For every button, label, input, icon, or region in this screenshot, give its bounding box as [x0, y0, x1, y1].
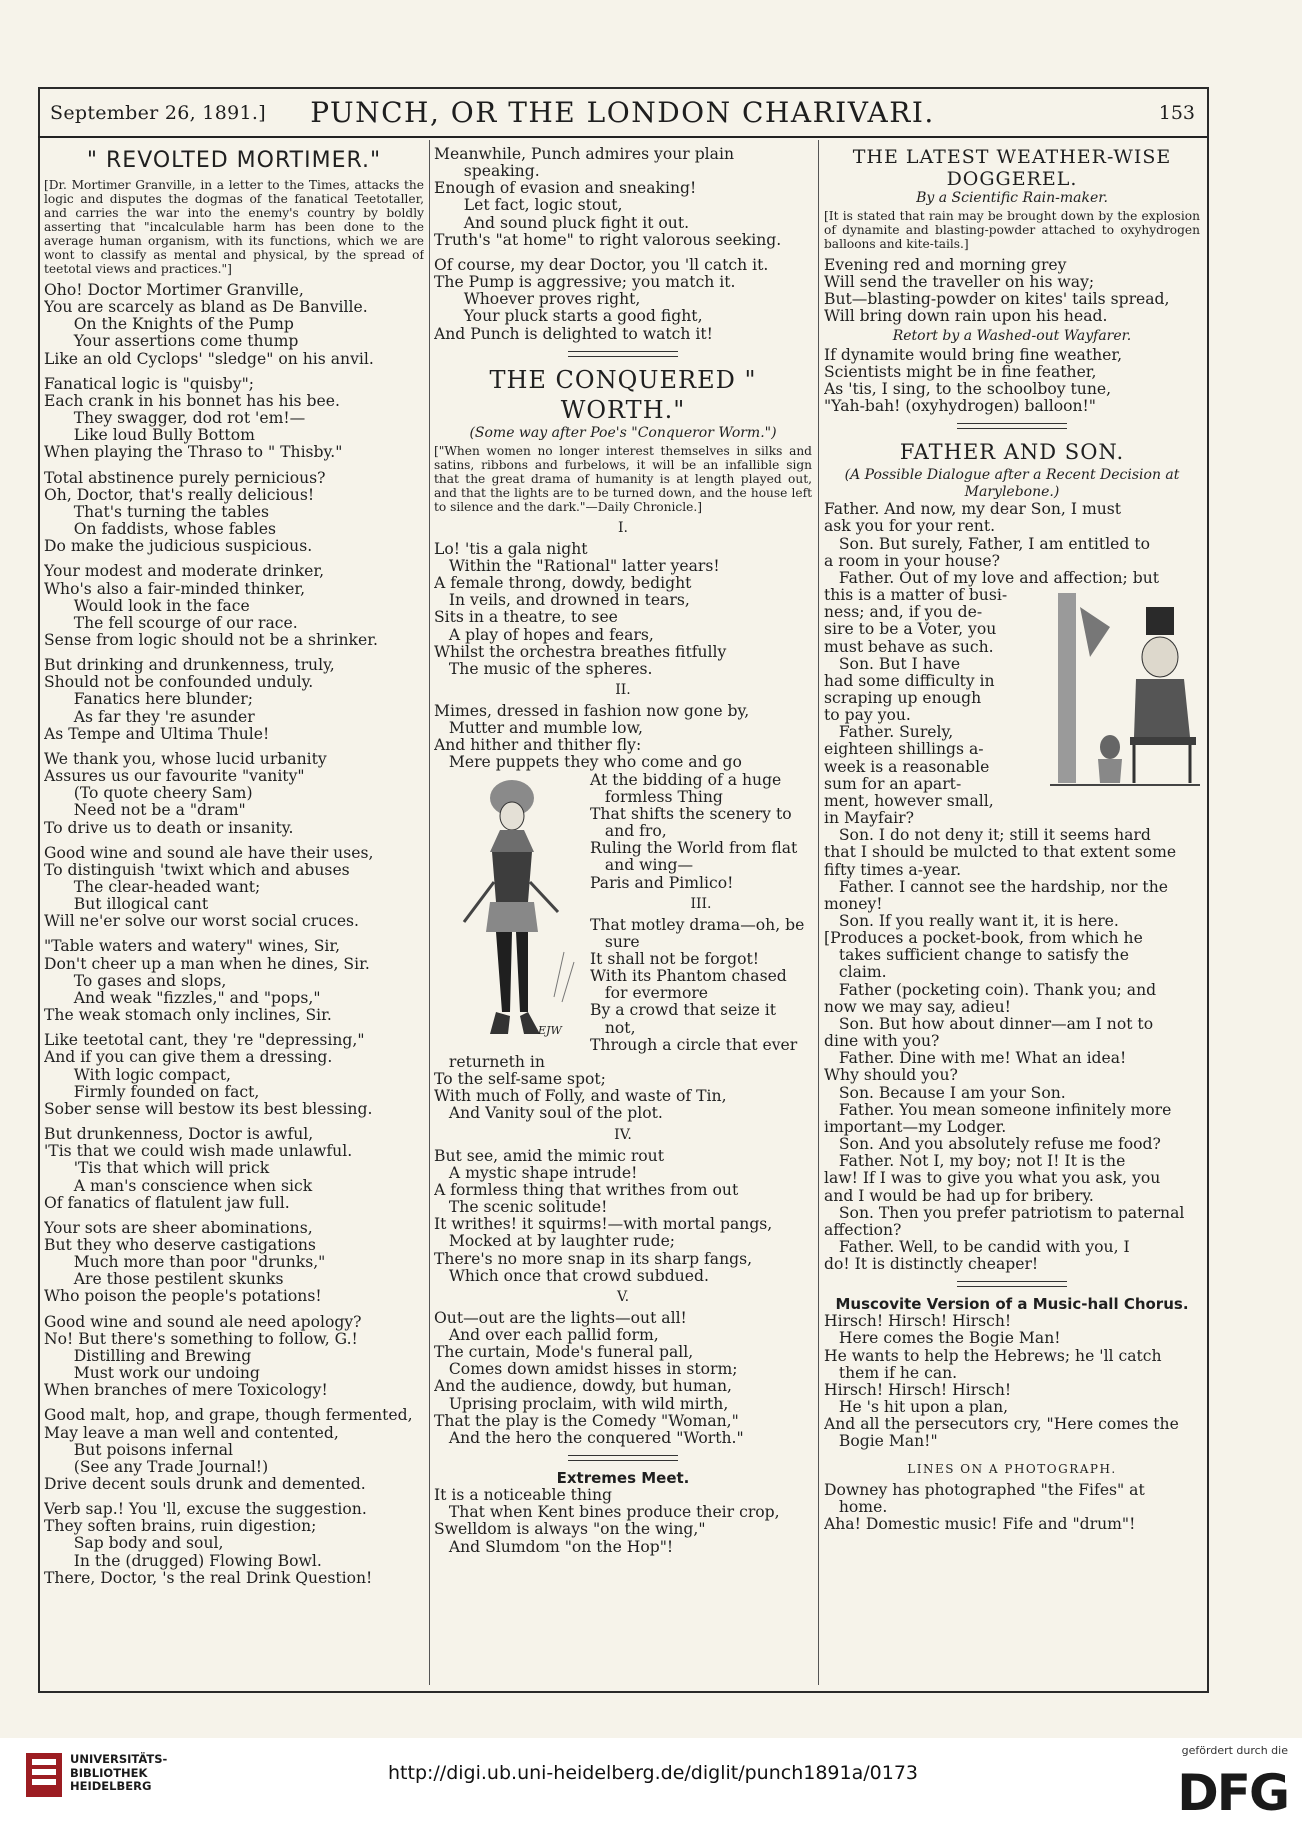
text-line: A man's conscience when sick [44, 1176, 313, 1195]
text-line: He 's hit upon a plan, [824, 1398, 1009, 1417]
text-line: [Produces a pocket-book, from which he [824, 929, 1143, 948]
illustrated-dialogue [824, 587, 1200, 827]
text-line: Whoever proves right, [434, 290, 641, 309]
text-line: sure [590, 932, 640, 951]
text-line: Swelldom is always "on the wing," [434, 1520, 706, 1539]
text-line: By a crowd that seize it [590, 1001, 777, 1020]
text-line: week is a reasonable [824, 757, 990, 776]
library-name-line: UNIVERSITÄTS- [70, 1752, 168, 1766]
text-line: Through a circle that ever [590, 1035, 798, 1054]
text-line: That shifts the scenery to [590, 804, 792, 823]
poem-continuation [434, 146, 812, 343]
text-line: Firmly founded on fact, [44, 1082, 260, 1101]
verse-retort [824, 347, 1200, 416]
article-title-weather-doggerel: THE LATEST WEATHER-WISE DOGGEREL. [852, 146, 1172, 190]
text-line: To the self-same spot; [434, 1070, 606, 1089]
text-line: Scientists might be in fine feather, [824, 362, 1097, 381]
text-line: Need not be a "dram" [44, 801, 246, 820]
text-line: scraping up enough [824, 688, 982, 707]
text-line: Good malt, hop, and grape, though fermented, [44, 1406, 413, 1425]
text-line: A play of hopes and fears, [434, 625, 654, 644]
library-name-line: HEIDELBERG [70, 1779, 152, 1793]
text-line: Paris and Pimlico! [590, 873, 734, 892]
article-title-revolted-mortimer: " REVOLTED MORTIMER." [86, 148, 382, 173]
digitization-footer [0, 1738, 1302, 1837]
text-line: You are scarcely as bland as De Banville. [44, 298, 368, 317]
stanza-3-ending [434, 1071, 812, 1122]
page-number: 153 [1158, 102, 1195, 124]
text-line: Sense from logic should not be a shrinker. [44, 630, 378, 649]
text-line: On the Knights of the Pump [44, 315, 294, 334]
text-line: Within the "Rational" latter years! [434, 556, 720, 575]
text-line: in Mayfair? [824, 809, 914, 828]
dfg-logo: DFG [1177, 1764, 1288, 1822]
text-line: Mutter and mumble low, [434, 719, 643, 738]
text-line: and I would be had up for bribery. [824, 1186, 1094, 1205]
article-title-conquered-worth: THE CONQUERED " WORTH." [489, 365, 757, 424]
text-line: Like an old Cyclops' "sledge" on his anvil. [44, 349, 374, 368]
text-line: Evening red and morning grey [824, 256, 1067, 274]
text-line: Why should you? [824, 1066, 958, 1085]
text-line: affection? [824, 1220, 902, 1239]
text-line: As Tempe and Ultima Thule! [44, 724, 270, 743]
text-line: "Yah-bah! (oxyhydrogen) balloon!" [824, 397, 1096, 416]
text-line: But—blasting-powder on kites' tails spread, [824, 290, 1170, 309]
text-line: Your modest and moderate drinker, [44, 562, 325, 581]
text-line: Oh, Doctor, that's really delicious! [44, 485, 315, 504]
text-line: ness; and, if you de- [824, 603, 983, 622]
text-line: And all the persecutors cry, "Here comes the [824, 1415, 1179, 1434]
section-divider [957, 1281, 1067, 1287]
text-line: Enough of evasion and sneaking! [434, 179, 697, 198]
text-line: Good wine and sound ale have their uses, [44, 843, 374, 862]
text-line: A female throng, dowdy, bedight [434, 574, 692, 593]
text-line: Mocked at by laughter rude; [434, 1232, 676, 1251]
text-line: Your pluck starts a good fight, [434, 307, 703, 326]
text-line: Uprising proclaim, with wild mirth, [434, 1394, 729, 1413]
text-line: In the (drugged) Flowing Bowl. [44, 1551, 322, 1570]
text-line: Verb sap.! You 'll, excuse the suggestion. [44, 1500, 367, 1519]
text-line: Lo! 'tis a gala night [434, 539, 588, 558]
text-line: Father. Not I, my boy; not I! It is the [824, 1152, 1126, 1171]
text-line: And if you can give them a dressing. [44, 1048, 333, 1067]
poem-extremes-meet [434, 1487, 812, 1556]
text-line: Father (pocketing coin). Thank you; and [824, 980, 1157, 999]
text-line: With logic compact, [44, 1065, 231, 1084]
text-line: this is a matter of busi- [824, 586, 1008, 605]
library-name-line: BIBLIOTHEK [70, 1765, 148, 1780]
text-line: Father. Surely, [824, 723, 954, 742]
text-line: Which once that crowd subdued. [434, 1266, 709, 1285]
text-line: Son. But surely, Father, I am entitled to [824, 534, 1150, 553]
text-line: Sap body and soul, [44, 1534, 224, 1553]
text-line: law! If I was to give you what you ask, you [824, 1169, 1161, 1188]
text-line: With its Phantom chased [590, 967, 787, 986]
text-line: Father. Out of my love and affection; but [824, 568, 1160, 587]
text-line: Sober sense will bestow its best blessing. [44, 1099, 373, 1118]
stanza-number: IV. [614, 1126, 632, 1143]
text-line: That's turning the tables [44, 502, 270, 521]
text-line: The fell scourge of our race. [44, 613, 298, 632]
text-line: The clear-headed want; [44, 878, 261, 896]
text-line: Who poison the people's potations! [44, 1287, 322, 1306]
text-line: The scenic solitude! [434, 1198, 608, 1217]
permalink-url[interactable]: http://digi.ub.uni-heidelberg.de/diglit/punch1891a/0173 [388, 1762, 918, 1784]
text-line: And sound pluck fight it out. [434, 213, 690, 232]
text-line: 'Tis that we could wish made unlawful. [44, 1142, 353, 1161]
text-line: To gases and slops, [44, 971, 227, 990]
text-line: Downey has photographed "the Fifes" at [824, 1480, 1145, 1499]
text-line: had some difficulty in [824, 671, 995, 690]
text-line: (See any Trade Journal!) [44, 1457, 269, 1476]
text-line: Your sots are sheer abominations, [44, 1218, 313, 1237]
library-name [70, 1753, 167, 1794]
running-header [38, 88, 1207, 136]
text-line: Like teetotal cant, they 're "depressing," [44, 1031, 365, 1050]
text-line: But drinking and drunkenness, truly, [44, 656, 335, 675]
verse-muscovite [824, 1313, 1200, 1450]
text-line: A mystic shape intrude! [434, 1163, 638, 1182]
text-line: sum for an apart- [824, 774, 962, 793]
text-line: a room in your house? [824, 551, 1000, 570]
stanza-number: III. [690, 895, 712, 912]
text-line: Do make the judicious suspicious. [44, 537, 313, 556]
dialogue-continued [824, 827, 1200, 1273]
text-line: Should not be confounded unduly. [44, 673, 314, 692]
text-line: Assures us our favourite "vanity" [44, 767, 305, 786]
text-line: With much of Folly, and waste of Tin, [434, 1087, 727, 1106]
text-line: Here comes the Bogie Man! [824, 1329, 1061, 1348]
text-line: No! But there's something to follow, G.! [44, 1329, 358, 1348]
text-line: speaking. [434, 162, 540, 181]
text-line: must behave as such. [824, 637, 994, 656]
column-divider-2 [818, 140, 819, 1685]
text-line: Must work our undoing [44, 1364, 260, 1383]
text-line: Distilling and Brewing [44, 1346, 252, 1365]
text-line: Your assertions come thump [44, 332, 299, 351]
text-line: Father. And now, my dear Son, I must [824, 500, 1122, 519]
issue-date: September 26, 1891.] [50, 102, 266, 124]
text-line: Father. Dine with me! What an idea! [824, 1049, 1127, 1068]
text-line: May leave a man well and contented, [44, 1423, 339, 1442]
text-line: Will ne'er solve our worst social cruces. [44, 912, 360, 931]
section-divider [568, 351, 678, 357]
text-line: Son. Then you prefer patriotism to paternal [824, 1203, 1185, 1222]
masthead-title: PUNCH, OR THE LONDON CHARIVARI. [310, 96, 935, 129]
text-line: Will bring down rain upon his head. [824, 307, 1108, 326]
text-line: and fro, [590, 822, 667, 841]
text-line: to pay you. [824, 706, 911, 725]
text-line: But illogical cant [44, 895, 209, 914]
text-line: To drive us to death or insanity. [44, 818, 294, 837]
stanza-number: V. [616, 1288, 630, 1305]
text-line: Father. Well, to be candid with you, I [824, 1237, 1130, 1256]
text-line: When playing the Thraso to " Thisby." [44, 443, 343, 462]
text-line: A formless thing that writhes from out [434, 1180, 739, 1199]
stanza-2 [434, 703, 812, 772]
text-line: When branches of mere Toxicology! [44, 1381, 328, 1400]
article-intro-note: [Dr. Mortimer Granville, in a letter to the Times, attacks the logic and disputes the dogmas of the fanatical Teetotaller, and carries the war into the enemy's country by boldly asserting that "incalculable harm has been done to the average human organism, with its functions, which we are wont to classify as mental and physical, by the spread of teetotal views and practices."] [44, 178, 424, 276]
column-middle [434, 146, 812, 1686]
text-line: Son. And you absolutely refuse me food? [824, 1135, 1161, 1154]
text-line: And weak "fizzles," and "pops," [44, 988, 321, 1007]
article-title-father-and-son: FATHER AND SON. [899, 440, 1125, 465]
text-line: Are those pestilent skunks [44, 1270, 284, 1289]
illustration-dancing-woman [434, 772, 584, 1042]
text-line: Bogie Man!" [824, 1432, 938, 1451]
article-title-muscovite: Muscovite Version of a Music-hall Chorus. [835, 1295, 1189, 1314]
text-line: Don't cheer up a man when he dines, Sir. [44, 954, 370, 973]
text-line: As 'tis, I sing, to the schoolboy tune, [824, 379, 1112, 398]
text-line: Will send the traveller on his way; [824, 273, 1095, 292]
text-line: money! [824, 894, 883, 913]
text-line: Son. I do not deny it; still it seems hard [824, 826, 1151, 845]
text-line: And the audience, dowdy, but human, [434, 1377, 732, 1396]
text-line: The weak stomach only inclines, Sir. [44, 1006, 332, 1025]
text-line: Father. I cannot see the hardship, nor the [824, 877, 1168, 896]
dialogue-opening [824, 501, 1200, 587]
text-line: Meanwhile, Punch admires your plain [434, 146, 734, 163]
text-line: And hither and thither fly: [434, 736, 642, 755]
text-line: home. [824, 1497, 888, 1516]
text-line: But drunkenness, Doctor is awful, [44, 1125, 314, 1144]
text-line: important—my Lodger. [824, 1117, 1007, 1136]
text-line: And the hero the conquered "Worth." [434, 1428, 744, 1447]
retort-heading: Retort by a Washed-out Wayfarer. [892, 327, 1132, 344]
text-line: Ruling the World from flat [590, 839, 798, 858]
text-line: Hirsch! Hirsch! Hirsch! [824, 1380, 1012, 1399]
text-line: In veils, and drowned in tears, [434, 591, 690, 610]
text-line: Drive decent souls drunk and demented. [44, 1475, 366, 1493]
text-line: But poisons infernal [44, 1440, 234, 1459]
text-line: 'Tis that which will prick [44, 1159, 270, 1178]
text-line: But they who deserve castigations [44, 1235, 316, 1254]
article-title-extremes-meet: Extremes Meet. [556, 1469, 690, 1488]
text-line: now we may say, adieu! [824, 997, 1011, 1016]
text-line: "Table waters and watery" wines, Sir, [44, 937, 341, 956]
text-line: Who's also a fair-minded thinker, [44, 579, 306, 598]
university-library-logo-icon [26, 1753, 62, 1797]
text-line: Comes down amidst hisses in storm; [434, 1360, 738, 1379]
text-line: formless Thing [590, 787, 723, 806]
article-note: [It is stated that rain may be brought down by the explosion of dynamite and blasting-powder attached to oxyhydrogen balloons and kite-tails.] [824, 209, 1200, 251]
verse-weather [824, 257, 1200, 326]
text-line: It shall not be forgot! [590, 950, 759, 968]
text-line: and wing— [590, 856, 694, 875]
text-line: But see, amid the mimic rout [434, 1146, 664, 1165]
article-epigraph: ["When women no longer interest themselves in silks and satins, ribbons and furbelows, it will be an infallible sign that the great drama of humanity is at length played out, and that the lights are to be turned down, and the house left to silence and the dark."—Daily Chronicle.] [434, 443, 812, 514]
text-line: Would look in the face [44, 596, 250, 615]
stanza-number: I. [618, 519, 628, 536]
text-line: We thank you, whose lucid urbanity [44, 749, 327, 768]
text-line: takes sufficient change to satisfy the [824, 946, 1129, 965]
text-line: On faddists, whose fables [44, 520, 276, 539]
illustration-father-in-chair [1050, 587, 1200, 797]
text-line: To distinguish 'twixt which and abuses [44, 860, 350, 879]
funding-note: gefördert durch die [1181, 1744, 1288, 1757]
text-line: It writhes! it squirms!—with mortal pangs, [434, 1215, 773, 1234]
text-line: Son. Because I am your Son. [824, 1083, 1066, 1102]
text-line: Fanatical logic is "quisby"; [44, 374, 255, 393]
text-line: Oho! Doctor Mortimer Granville, [44, 281, 304, 299]
text-line: not, [590, 1018, 636, 1037]
text-line: Out—out are the lights—out all! [434, 1308, 687, 1327]
text-line: And Slumdom "on the Hop"! [434, 1537, 674, 1556]
text-line: The music of the spheres. [434, 659, 653, 678]
text-line: Son. If you really want it, it is here. [824, 912, 1119, 930]
text-line: Whilst the orchestra breathes fitfully [434, 642, 727, 661]
text-line: Truth's "at home" to right valorous seeking. [434, 230, 782, 249]
text-line: ask you for your rent. [824, 517, 996, 536]
text-line: Son. But I have [824, 654, 961, 673]
section-divider [568, 1455, 678, 1461]
text-line: The curtain, Mode's funeral pall, [434, 1343, 694, 1362]
dialogue-subtitle: (A Possible Dialogue after a Recent Decision at Marylebone.) [844, 467, 1180, 501]
stanza-4 [434, 1148, 812, 1285]
poem-revolted-mortimer [44, 282, 424, 1587]
stanza-1 [434, 541, 812, 678]
text-line: Total abstinence purely pernicious? [44, 468, 326, 487]
text-line: Mere puppets they who come and go [434, 753, 742, 772]
text-line: Of fanatics of flatulent jaw full. [44, 1193, 290, 1212]
text-line: There, Doctor, 's the real Drink Question! [44, 1568, 373, 1587]
text-line: Of course, my dear Doctor, you 'll catch it. [434, 255, 769, 274]
text-line: Let fact, logic stout, [434, 196, 623, 215]
artist-signature: EJW [538, 1023, 562, 1037]
text-line: Mimes, dressed in fashion now gone by, [434, 701, 750, 720]
text-line: And Punch is delighted to watch it! [434, 324, 713, 343]
text-line: Fanatics here blunder; [44, 690, 253, 709]
text-line: (To quote cheery Sam) [44, 784, 253, 803]
text-line: Hirsch! Hirsch! Hirsch! [824, 1312, 1012, 1331]
illustrated-block [434, 772, 812, 1072]
text-line: There's no more snap in its sharp fangs, [434, 1249, 753, 1268]
text-line: Father. You mean someone infinitely more [824, 1100, 1172, 1119]
column-divider-1 [429, 140, 430, 1685]
stanza-number: II. [615, 681, 631, 698]
text-line: That motley drama—oh, be [590, 915, 805, 934]
stanza-5 [434, 1310, 812, 1447]
text-line: He wants to help the Hebrews; he 'll catch [824, 1346, 1162, 1365]
text-line: And over each pallid form, [434, 1325, 659, 1344]
text-line: claim. [824, 963, 887, 982]
text-line: The Pump is aggressive; you match it. [434, 273, 736, 292]
text-line: At the bidding of a huge [590, 770, 782, 789]
text-line: eighteen shillings a- [824, 740, 984, 759]
text-line: Good wine and sound ale need apology? [44, 1312, 362, 1331]
article-subtitle: (Some way after Poe's "Conqueror Worm.") [469, 424, 777, 441]
text-line: If dynamite would bring fine weather, [824, 345, 1123, 364]
text-line: ment, however small, [824, 791, 994, 810]
text-line: Son. But how about dinner—am I not to [824, 1014, 1154, 1033]
text-line: dine with you? [824, 1032, 940, 1051]
text-line: It is a noticeable thing [434, 1486, 613, 1505]
text-line: That when Kent bines produce their crop, [434, 1503, 780, 1522]
header-rule [38, 136, 1207, 138]
text-line: As far they 're asunder [44, 707, 255, 726]
text-line: They swagger, dod rot 'em!— [44, 409, 306, 428]
text-line: Aha! Domestic music! Fife and "drum"! [824, 1515, 1136, 1533]
text-line: returneth in [434, 1052, 545, 1071]
text-line: Sits in a theatre, to see [434, 608, 618, 627]
text-line: for evermore [590, 984, 709, 1003]
text-line: Like loud Bully Bottom [44, 426, 255, 445]
text-line: that I should be mulcted to that extent some [824, 843, 1177, 862]
column-left [44, 146, 424, 1686]
text-line: fifty times a-year. [824, 860, 962, 879]
text-line: They soften brains, ruin digestion; [44, 1517, 317, 1536]
article-byline: By a Scientific Rain-maker. [916, 190, 1108, 206]
column-right [824, 146, 1200, 1686]
text-line: Each crank in his bonnet has his bee. [44, 391, 340, 410]
section-divider [957, 423, 1067, 429]
verse-photograph [824, 1482, 1200, 1533]
text-line: them if he can. [824, 1363, 958, 1382]
text-line: do! It is distinctly cheaper! [824, 1255, 1039, 1274]
text-line: That the play is the Comedy "Woman," [434, 1411, 739, 1430]
text-line: sire to be a Voter, you [824, 620, 997, 639]
text-line: Much more than poor "drunks," [44, 1253, 326, 1272]
text-line: And Vanity soul of the plot. [434, 1104, 663, 1123]
article-title-photograph: LINES ON A PHOTOGRAPH. [907, 1461, 1117, 1476]
